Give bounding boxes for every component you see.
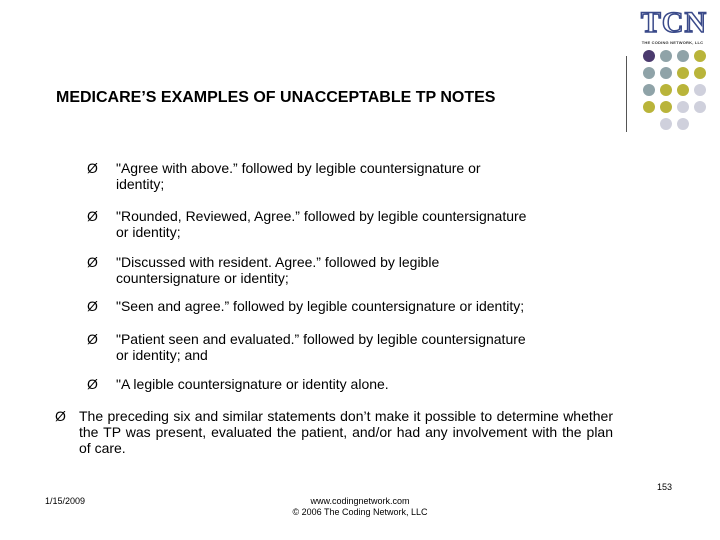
arrow-bullet-icon: Ø [87,254,98,270]
arrow-bullet-icon: Ø [87,298,98,314]
list-item-line: or identity; and [116,347,208,363]
dot-teal [660,67,672,79]
footer-copyright: © 2006 The Coding Network, LLC [292,507,428,517]
arrow-bullet-icon: Ø [87,376,98,392]
list-item-text [116,376,626,392]
dot-light [694,84,706,96]
dot-light [677,118,689,130]
page-number: 153 [656,482,672,492]
dot-olive [677,67,689,79]
arrow-bullet-icon: Ø [87,208,98,224]
dot-light [694,101,706,113]
list-item-line: "A legible countersignature or identity alone. [116,376,389,392]
arrow-bullet-icon: Ø [87,331,98,347]
list-item-line: "Patient seen and evaluated.” followed by legible countersignature [116,331,526,347]
list-item-line: "Agree with above.” followed by legible countersignature or [116,160,481,176]
list-item-text [116,331,626,363]
footer-date: 1/15/2009 [45,496,86,506]
decorative-dot-grid [0,0,720,160]
footer-credit [240,496,480,518]
dot-olive [677,84,689,96]
list-item-text [116,254,626,286]
dot-teal [677,50,689,62]
list-item-line: "Rounded, Reviewed, Agree.” followed by legible countersignature [116,208,527,224]
dot-light [660,118,672,130]
list-item-line: "Discussed with resident. Agree.” followed by legible [116,254,440,270]
arrow-bullet-icon: Ø [55,408,66,424]
summary-paragraph: The preceding six and similar statements don’t make it possible to determine whether the TP was present, evaluated the patient, and/or had any involvement with the plan of care. [79,408,613,456]
vertical-divider [626,56,627,132]
dot-olive [694,67,706,79]
logo-wordmark: TCN [640,6,708,39]
arrow-bullet-icon: Ø [87,160,98,176]
list-item-line: identity; [116,176,165,192]
dot-teal [643,84,655,96]
dot-olive [694,50,706,62]
dot-olive [643,101,655,113]
logo-subtitle: THE CODING NETWORK, LLC [641,40,704,45]
dot-teal [643,67,655,79]
list-item-line: or identity; [116,224,181,240]
slide-title: MEDICARE’S EXAMPLES OF UNACCEPTABLE TP NOTES [56,89,496,106]
dot-teal [660,50,672,62]
footer-url: www.codingnetwork.com [310,496,410,506]
dot-olive [660,101,672,113]
list-item-text [116,298,626,314]
list-item-text [116,208,626,240]
dot-purple [643,50,655,62]
list-item-text [116,160,626,192]
dot-olive [660,84,672,96]
dot-light [677,101,689,113]
list-item-line: "Seen and agree.” followed by legible countersignature or identity; [116,298,525,314]
list-item-line: countersignature or identity; [116,270,289,286]
